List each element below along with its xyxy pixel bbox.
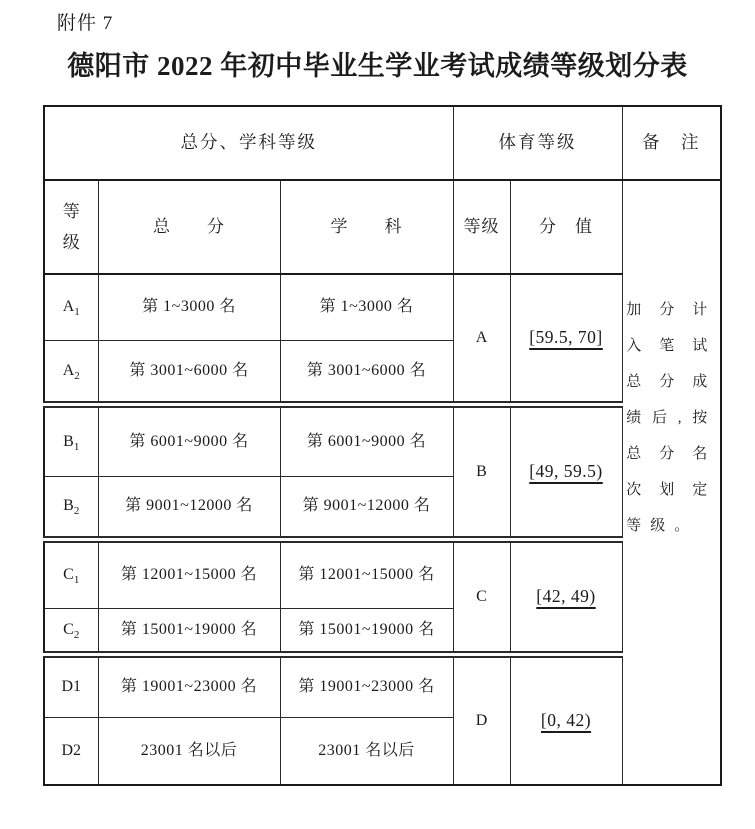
- total-range-c2: 第 15001~19000 名: [98, 608, 280, 654]
- grade-label-b2: $B_2$: [44, 476, 98, 539]
- grade-table: [43, 105, 722, 786]
- attachment-label: 附件 7: [57, 13, 114, 34]
- total-range-c1: 第 12001~15000 名: [98, 539, 280, 608]
- total-range-a2: 第 3001~6000 名: [98, 340, 280, 404]
- header-grade: [44, 180, 98, 274]
- grade-label-c1: $C_1$: [44, 539, 98, 608]
- total-range-b1: 第 6001~9000 名: [98, 404, 280, 476]
- header-total-score: 总 分: [98, 180, 280, 274]
- subject-range-b2: 第 9001~12000 名: [280, 476, 453, 539]
- subject-range-c2: 第 15001~19000 名: [280, 608, 453, 654]
- table-header-row-1: [44, 106, 721, 180]
- page-title: 德阳市 2022 年初中毕业生学业考试成绩等级划分表: [67, 51, 688, 81]
- grade-label-d1: D1: [44, 654, 98, 717]
- total-range-b2: 第 9001~12000 名: [98, 476, 280, 539]
- remark-cell: [622, 180, 721, 785]
- grade-label-d2: D2: [44, 717, 98, 785]
- grade-label-a2: $A_2$: [44, 340, 98, 404]
- table-row-d1: [44, 654, 721, 717]
- pe-grade-d: D: [453, 654, 510, 785]
- header-pe-grade: 体育等级: [453, 106, 622, 180]
- subject-range-a2: 第 3001~6000 名: [280, 340, 453, 404]
- subject-range-a1: 第 1~3000 名: [280, 274, 453, 340]
- pe-range-b: [49, 59.5): [510, 404, 622, 539]
- total-range-d2: 23001 名以后: [98, 717, 280, 785]
- pe-grade-b: B: [453, 404, 510, 539]
- pe-range-c: [42, 49): [510, 539, 622, 654]
- header-remark: 备 注: [622, 106, 721, 180]
- pe-range-d: [0, 42): [510, 654, 622, 785]
- table-row-c1: [44, 539, 721, 608]
- subject-range-d2: 23001 名以后: [280, 717, 453, 785]
- subject-range-c1: 第 12001~15000 名: [280, 539, 453, 608]
- header-pe-score: 分 值: [510, 180, 622, 274]
- header-score-subject-grade: 总分、学科等级: [44, 106, 453, 180]
- subject-range-d1: 第 19001~23000 名: [280, 654, 453, 717]
- pe-grade-a: A: [453, 274, 510, 404]
- header-pe-level: 等级: [453, 180, 510, 274]
- grade-label-b1: $B_1$: [44, 404, 98, 476]
- table-row-a1: [44, 274, 721, 340]
- header-grade-label: 等级: [62, 201, 80, 252]
- table-row-b1: [44, 404, 721, 476]
- pe-range-a: [59.5, 70]: [510, 274, 622, 404]
- pe-grade-c: C: [453, 539, 510, 654]
- grade-label-a1: $A_1$: [44, 274, 98, 340]
- remark-text: 加分计入笔试总分成绩后,按总分名次划定等级。: [626, 301, 717, 534]
- total-range-a1: 第 1~3000 名: [98, 274, 280, 340]
- total-range-d1: 第 19001~23000 名: [98, 654, 280, 717]
- header-subject: 学 科: [280, 180, 453, 274]
- subject-range-b1: 第 6001~9000 名: [280, 404, 453, 476]
- table-header-row-2: [44, 180, 721, 274]
- grade-label-c2: $C_2$: [44, 608, 98, 654]
